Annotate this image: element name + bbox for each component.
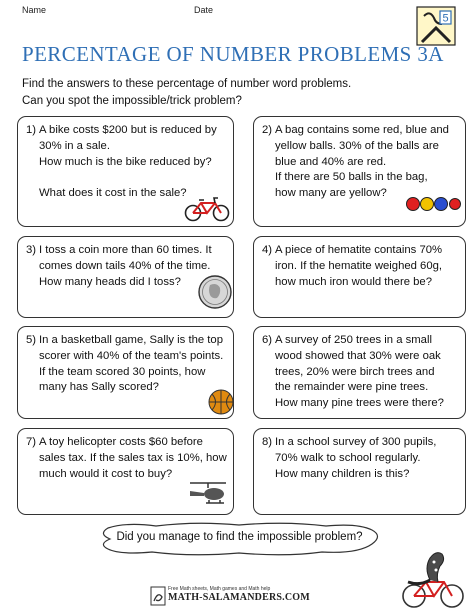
name-date-row: [22, 5, 214, 15]
problem-number: 6): [262, 334, 273, 346]
name-label: Name: [22, 5, 47, 15]
cloud-question: Did you manage to find the impossible problem?: [116, 531, 363, 543]
problem-number: 1): [26, 124, 37, 136]
problem-number: 8): [262, 436, 273, 448]
problem-card-8: [253, 428, 466, 515]
problem-text: A survey of 250 trees in a small wood showed that 30% were oak trees, 20% were birch trees and the remainder were pine trees. How many pine trees were there?: [275, 334, 444, 410]
instructions-line-1: Find the answers to these percentage of number word problems.: [22, 78, 352, 90]
problem-text: A piece of hematite contains 70% iron. If the hematite weighed 60g, how much iron would there be?: [275, 244, 443, 288]
footer-site: MATH-SALAMANDERS.COM: [168, 592, 310, 603]
instructions-line-2: Can you spot the impossible/trick problem?: [22, 95, 242, 107]
problem-card-6: [253, 326, 466, 419]
problem-text: In a basketball game, Sally is the top scorer with 40% of the team's points. If the team scored 30 points, how many has Sally scored?: [39, 334, 224, 394]
helicopter-icon: [186, 479, 232, 507]
page-title: PERCENTAGE OF NUMBER PROBLEMS 3A: [22, 42, 444, 66]
problem-text: A toy helicopter costs $60 before sales tax. If the sales tax is 10%, how much would it cost to buy?: [39, 436, 227, 480]
instructions: [22, 76, 351, 110]
bicycle-icon: [184, 196, 230, 222]
problem-text: A bike costs $200 but is reduced by 30% in a sale. How much is the bike reduced by? What does it cost in the sale?: [39, 124, 217, 200]
balls-icon: [405, 196, 461, 212]
grade-logo-icon: [416, 6, 456, 46]
grade-badge: 5: [442, 12, 449, 25]
problem-number: 5): [26, 334, 37, 346]
salamander-logo-icon: [150, 586, 166, 606]
problem-card-5: [17, 326, 234, 419]
problem-text: A bag contains some red, blue and yellow balls. 30% of the balls are blue and 40% are red. If there are 50 balls in the bag, how many are yellow?: [275, 124, 449, 200]
coin-icon: [197, 274, 233, 310]
basketball-icon: [208, 389, 234, 415]
problem-card-4: [253, 236, 466, 318]
footer-tagline: Free Math sheets, Math games and Math help: [168, 586, 271, 592]
problem-number: 3): [26, 244, 37, 256]
date-label: Date: [194, 5, 214, 15]
problem-text: I toss a coin more than 60 times. It comes down tails 40% of the time. How many heads did I toss?: [39, 244, 212, 288]
salamander-cyclist-icon: [400, 546, 466, 610]
problem-number: 7): [26, 436, 37, 448]
problem-number: 4): [262, 244, 273, 256]
problem-text: In a school survey of 300 pupils, 70% walk to school regularly. How many children is this?: [275, 436, 437, 480]
problem-number: 2): [262, 124, 273, 136]
